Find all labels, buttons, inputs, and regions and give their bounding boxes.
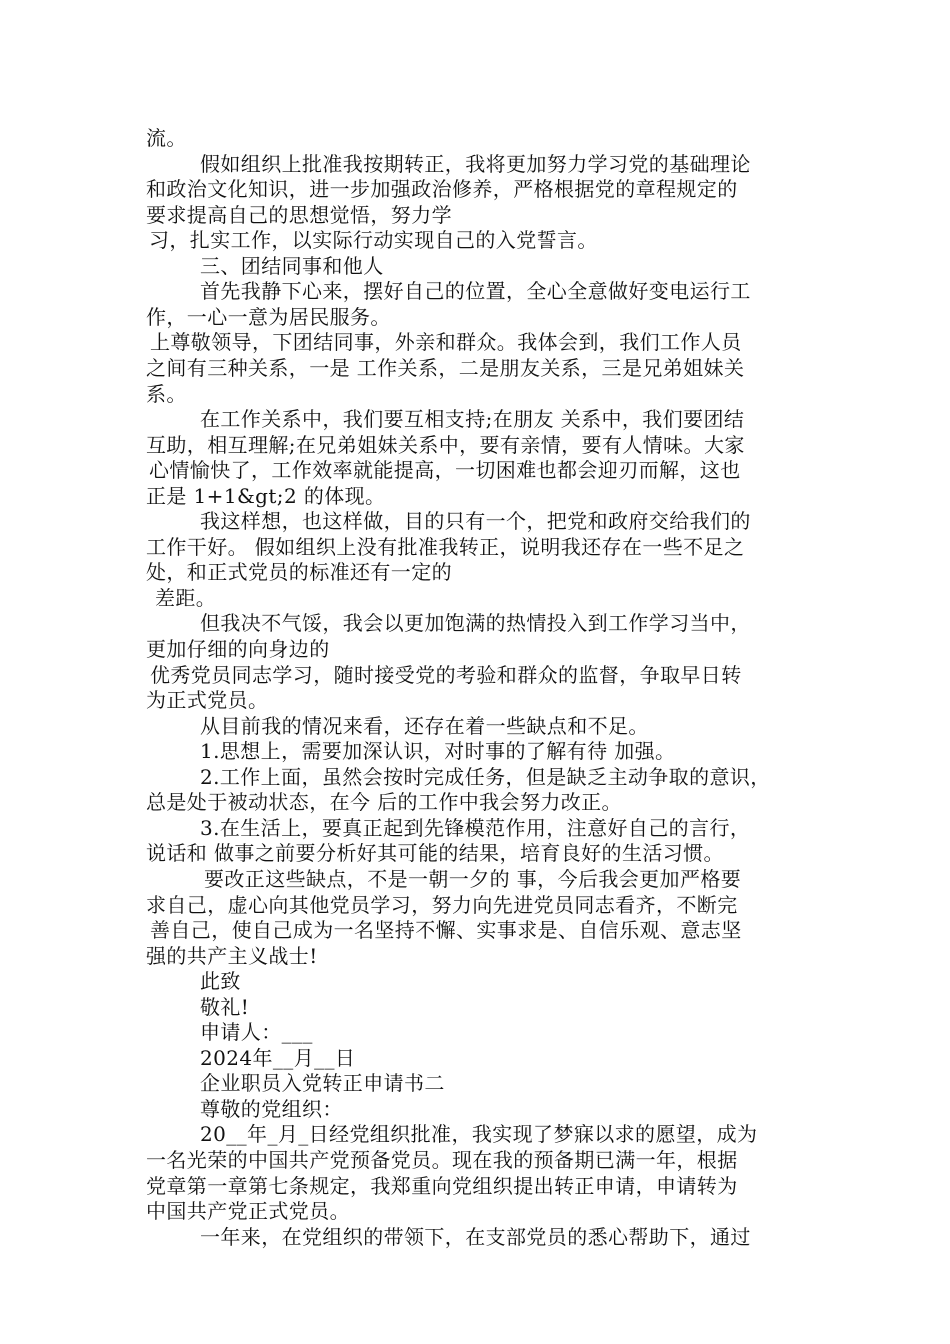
text-line: 流。 bbox=[146, 126, 187, 150]
text-line: 假如组织上批准我按期转正，我将更加努力学习党的基础理论 bbox=[200, 152, 751, 176]
closing-line: 敬礼! bbox=[200, 995, 250, 1019]
salutation: 尊敬的党组织： bbox=[200, 1097, 343, 1121]
signature-line: 申请人：___ bbox=[200, 1020, 313, 1044]
text-line: 习，扎实工作，以实际行动实现自己的入党誓言。 bbox=[149, 228, 598, 252]
list-item: 1.思想上，需要加深认识，对时事的了解有待 加强。 bbox=[200, 739, 676, 763]
text-line: 一年来，在党组织的带领下，在支部党员的悉心帮助下，通过 bbox=[200, 1225, 751, 1249]
text-line: 和政治文化知识，进一步加强政治修养，严格根据党的章程规定的 bbox=[146, 177, 738, 201]
date-line: 2024年__月__日 bbox=[200, 1046, 356, 1070]
text-line: 一名光荣的中国共产党预备党员。现在我的预备期已满一年，根据 bbox=[146, 1148, 738, 1172]
text-line: 正是 1+1&gt;2 的体现。 bbox=[146, 484, 386, 508]
text-line: 更加仔细的向身边的 bbox=[146, 637, 330, 661]
text-line: 系。 bbox=[146, 382, 187, 406]
text-line: 优秀党员同志学习，随时接受党的考验和群众的监督，争取早日转 bbox=[150, 663, 742, 687]
section-heading: 三、团结同事和他人 bbox=[200, 254, 384, 278]
text-line: 处，和正式党员的标准还有一定的 bbox=[146, 560, 452, 584]
text-line: 说话和 做事之前要分析好其可能的结果，培育良好的生活习惯。 bbox=[146, 841, 724, 865]
text-line: 上尊敬领导，下团结同事，外亲和群众。我体会到，我们工作人员 bbox=[150, 330, 742, 354]
text-line: 心情愉快了，工作效率就能提高，一切困难也都会迎刃而解，这也 bbox=[149, 458, 741, 482]
text-line: 善自己，使自己成为一名坚持不懈、实事求是、自信乐观、意志坚 bbox=[150, 918, 742, 942]
text-line: 从目前我的情况来看，还存在着一些缺点和不足。 bbox=[200, 714, 649, 738]
text-line: 总是处于被动状态，在今 后的工作中我会努力改正。 bbox=[146, 790, 622, 814]
text-line: 之间有三种关系，一是 工作关系，二是朋友关系，三是兄弟姐妹关 bbox=[146, 356, 745, 380]
text-line: 但我决不气馁，我会以更加饱满的热情投入到工作学习当中， bbox=[200, 611, 751, 635]
text-line: 首先我静下心来，摆好自己的位置，全心全意做好变电运行工 bbox=[200, 279, 751, 303]
text-line: 要改正这些缺点，不是一朝一夕的 事，今后我会更加严格要 bbox=[204, 867, 742, 891]
document-title: 企业职员入党转正申请书二 bbox=[200, 1071, 445, 1095]
list-item: 3.在生活上，要真正起到先锋模范作用，注意好自己的言行， bbox=[200, 816, 751, 840]
text-line: 强的共产主义战士! bbox=[146, 944, 318, 968]
text-line: 作，一心一意为居民服务。 bbox=[146, 305, 391, 329]
closing-line: 此致 bbox=[200, 969, 241, 993]
text-line: 党章第一章第七条规定，我郑重向党组织提出转正申请，申请转为 bbox=[146, 1174, 738, 1198]
text-line: 中国共产党正式党员。 bbox=[146, 1199, 350, 1223]
text-line: 为正式党员。 bbox=[146, 688, 269, 712]
text-line: 在工作关系中，我们要互相支持;在朋友 关系中，我们要团结 bbox=[200, 407, 745, 431]
text-line: 差距。 bbox=[155, 586, 217, 610]
text-line: 要求提高自己的思想觉悟，努力学 bbox=[146, 203, 452, 227]
text-line: 工作干好。 假如组织上没有批准我转正，说明我还存在一些不足之 bbox=[146, 535, 745, 559]
text-line: 互助，相互理解;在兄弟姐妹关系中，要有亲情，要有人情味。大家 bbox=[146, 433, 745, 457]
text-line: 20__年_月_日经党组织批准，我实现了梦寐以求的愿望，成为 bbox=[200, 1122, 758, 1146]
list-item: 2.工作上面，虽然会按时完成任务，但是缺乏主动争取的意识， bbox=[200, 765, 771, 789]
text-line: 求自己，虚心向其他党员学习，努力向先进党员同志看齐，不断完 bbox=[146, 893, 738, 917]
text-line: 我这样想，也这样做，目的只有一个，把党和政府交给我们的 bbox=[200, 509, 751, 533]
